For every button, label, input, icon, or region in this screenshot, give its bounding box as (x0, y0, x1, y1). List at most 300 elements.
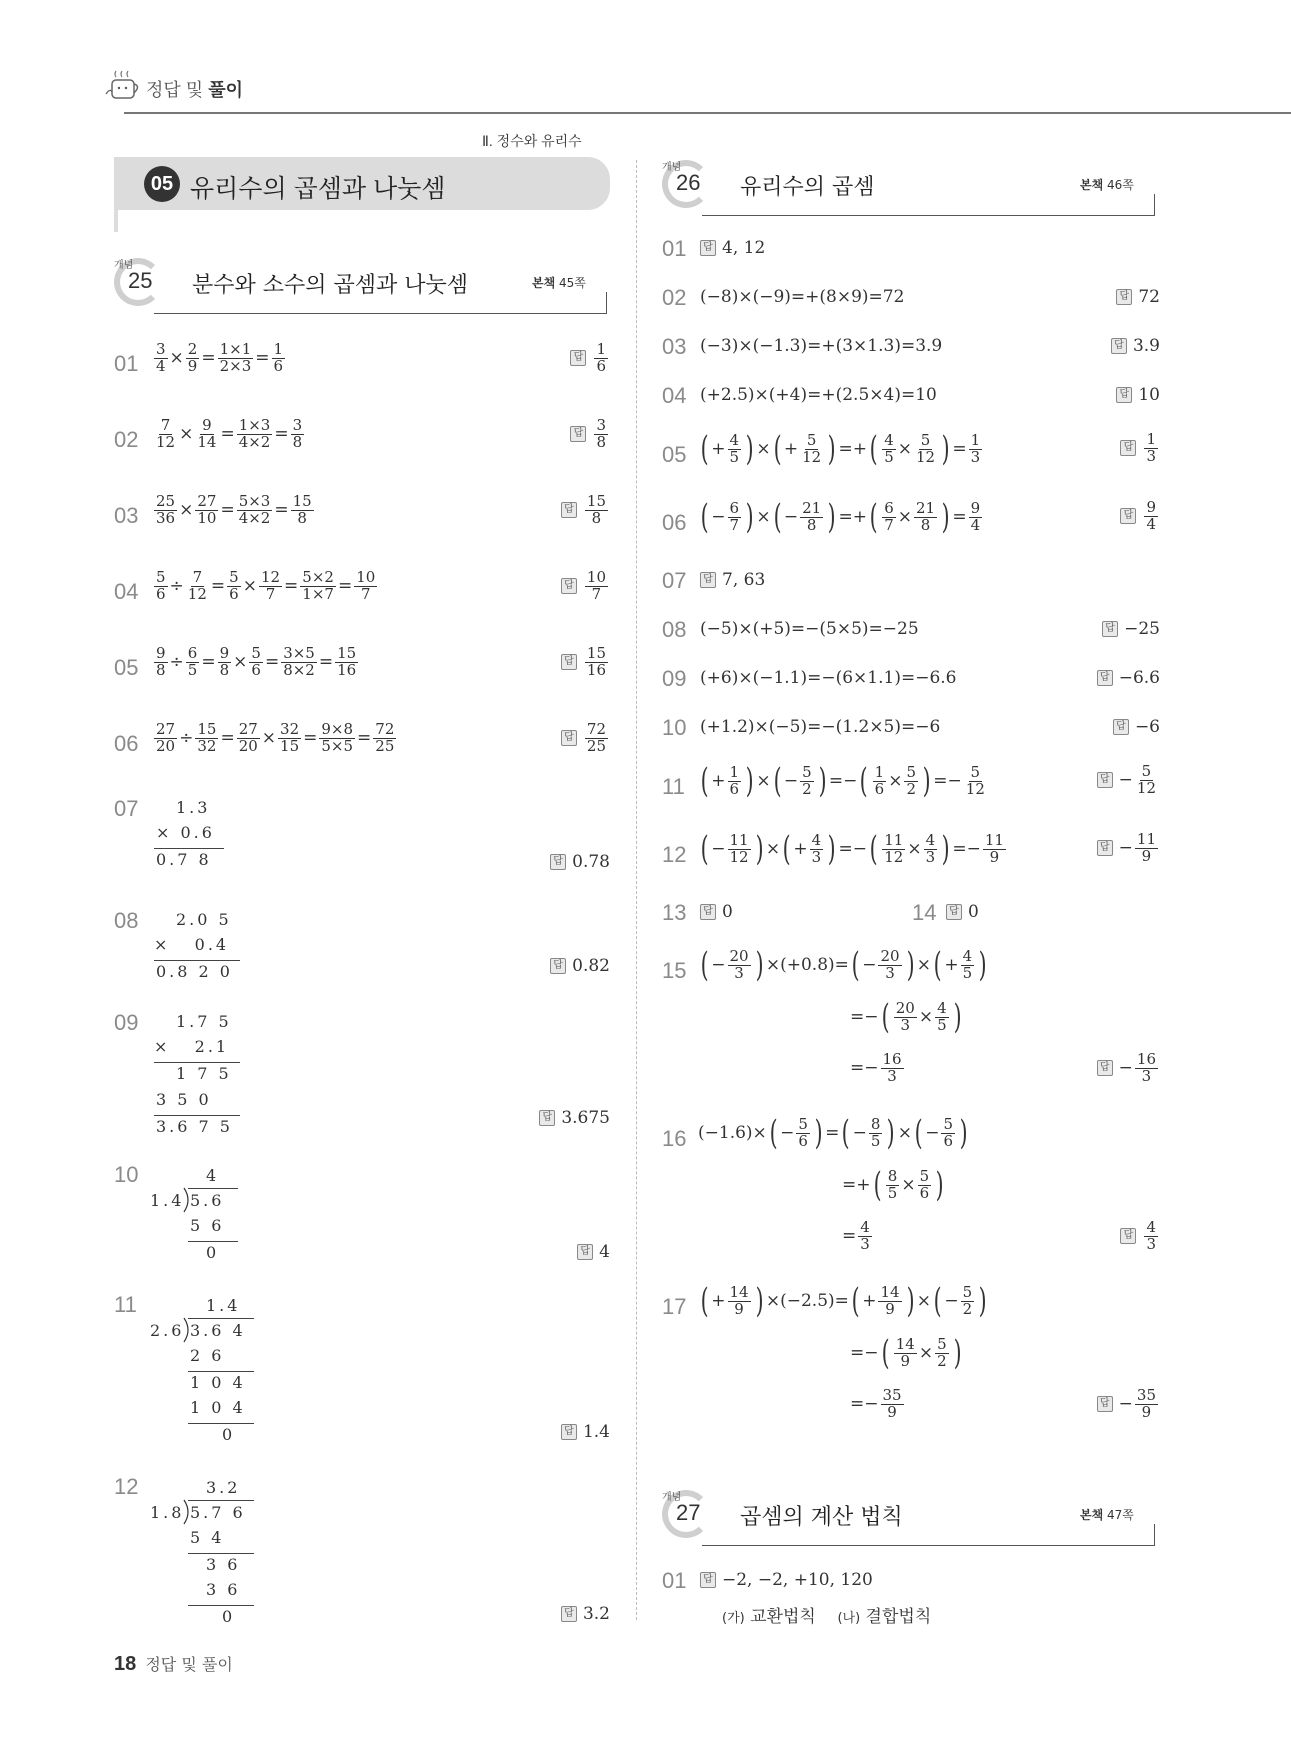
right-r08-ans: −25 (1124, 619, 1160, 639)
answer (561, 1604, 610, 1624)
problem-06: 06 $\frac{27}{20}$ ÷ $\frac{15}{32}$ = $\frac{27}{20}$ × $\frac{32}{15}$ = $\frac{9\times 8}{5\times 5}$ = $\frac{72}{25}$ 답 $\frac{72}{25}$ (114, 722, 610, 768)
concept-27-header (662, 1490, 1160, 1540)
left-p06-f-0: 9×8 (321, 720, 354, 738)
left-p09-r2: × 2.1 (154, 1037, 230, 1056)
right-r08-eq: (−5)×(+5)=−(5×5)=−25 (700, 619, 919, 639)
right-r11-ans-sign: − (1118, 770, 1133, 791)
left-p04-num: 04 (114, 579, 139, 604)
section-banner (114, 157, 610, 210)
problem-r04 (662, 383, 1160, 409)
right-r09-ans: −6.6 (1118, 668, 1160, 688)
problem-03: 03 $\frac{25}{36}$ × $\frac{27}{10}$ = $\frac{5\times 3}{4\times 2}$ = $\frac{15}{8}$ 답 $\frac{15}{8}$ (114, 494, 610, 540)
right-r05-c-1: 5 (884, 447, 894, 466)
answer (539, 1108, 610, 1128)
left-p05-b-1: 5 (187, 660, 198, 679)
answer-icon: 답 (700, 1572, 716, 1588)
left-p11-s2: 1 0 4 (190, 1373, 246, 1392)
right-r11-b-0: 5 (802, 762, 812, 781)
concept-number: 25 (128, 268, 153, 293)
right-r15-ans-1: 3 (1141, 1066, 1152, 1085)
right-r05-b-1: 12 (802, 447, 822, 466)
right-r16-l3-1: 3 (860, 1234, 870, 1253)
right-r12-ans-sign: − (1118, 838, 1133, 859)
left-p04-ans-0: 10 (586, 568, 606, 586)
left-p03-b-1: 10 (197, 508, 217, 527)
left-p04-f-0: 5×2 (302, 568, 334, 586)
left-p02-ans-1: 8 (596, 432, 606, 451)
left-p12-s3: 3 6 (206, 1580, 241, 1599)
right-r05-a-0: 4 (729, 430, 740, 449)
right-r11-s2: − (783, 771, 799, 791)
right-r03-eq: (−3)×(−1.3)=+(3×1.3)=3.9 (700, 336, 943, 356)
answer-icon: 답 (1120, 1228, 1136, 1244)
right-r16-pre: (−1.6)× (698, 1123, 767, 1143)
concept-title: 곱셈의 계산 법칙 (740, 1505, 903, 1530)
right-r06-num: 06 (662, 510, 687, 535)
right-r05-a-1: 5 (729, 447, 740, 466)
right-r17-a-1: 9 (734, 1299, 744, 1318)
left-p09-r4: 3 5 0 (156, 1090, 212, 1109)
answer (561, 570, 610, 603)
header-title-light: 정답 및 (146, 80, 204, 100)
answer-icon: 답 (570, 350, 586, 366)
problem-r11: 11 ( + $\frac{1}{6}$ ) × ( − $\frac{5}{2}$ ) =− ( $\frac{1}{6}$ × $\frac{5}{2}$ ) =− $\frac{5}{12}$ 답 − $\frac{5}{12}$ (662, 764, 1160, 812)
answer (561, 722, 610, 755)
left-p12-rem: 0 (222, 1607, 236, 1626)
answer-icon: 답 (561, 1606, 577, 1622)
right-r12-s2: + (793, 839, 808, 859)
right-r11-s1: + (711, 771, 726, 791)
left-p06-d-0: 72 (375, 720, 395, 738)
problem-04: 04 $\frac{5}{6}$ ÷ $\frac{7}{12}$ = $\frac{5}{6}$ × $\frac{12}{7}$ = $\frac{5\times 2}{1\times 7}$ = $\frac{10}{7}$ 답 $\frac{10}{7}$ (114, 570, 610, 616)
left-p11-s1: 2 6 (190, 1346, 225, 1365)
answer-icon: 답 (700, 904, 716, 920)
right-r06-ans-1: 4 (1146, 514, 1156, 533)
answer (550, 852, 610, 872)
left-p05-num: 05 (114, 655, 139, 680)
right-r11-c-1: 6 (874, 779, 885, 798)
left-p04-d-1: 7 (360, 584, 371, 603)
right-r15-a-0: 20 (729, 946, 749, 965)
answer-icon: 답 (561, 578, 577, 594)
problem-r16: 16 (−1.6)× ( − $\frac{5}{6}$ ) = ( − $\frac{8}{5}$ ) × ( − $\frac{5}{6}$ ) =+ ( $\frac{8}{5}$ × $\frac{5}{6}$ ) = $\frac{4}{3}$ 답 $\frac{4}{3}$ (662, 1116, 1160, 1266)
left-p04-b-0: 7 (192, 568, 203, 586)
footer-text: 정답 및 풀이 (145, 1655, 233, 1674)
right-r11-e-0: 5 (970, 762, 981, 781)
right-r09-num: 09 (662, 666, 687, 691)
answer-icon: 답 (946, 904, 962, 920)
right-r06-c-0: 6 (884, 498, 894, 517)
left-p06-e-0: 32 (280, 720, 300, 738)
problem-r14 (912, 900, 1132, 926)
problem-r10 (662, 715, 1160, 741)
left-p05-e-1: 6 (251, 660, 261, 679)
right-r05-num: 05 (662, 442, 687, 467)
right-r15-a-1: 3 (734, 963, 744, 982)
left-p06-ans-0: 72 (586, 720, 606, 738)
right-r17-l2a-1: 9 (900, 1351, 911, 1370)
left-p01-ans-0: 1 (596, 340, 606, 358)
left-p01-c-0: 1×1 (219, 340, 252, 358)
right-r15-c-0: 4 (962, 946, 973, 965)
right-r15-mid: ×(+0.8)= (765, 955, 849, 975)
answer: 답 − $\frac{16}{3}$ (1097, 1052, 1160, 1085)
answer-icon: 답 (561, 654, 577, 670)
answer-icon: 답 (1116, 289, 1132, 305)
right-r15-l3-1: 3 (887, 1066, 897, 1085)
concept27-tag: 개념 (662, 1492, 682, 1503)
left-p06-f-1: 5×5 (321, 736, 354, 755)
left-p10-s1: 5 6 (190, 1216, 225, 1235)
right-r16-l2a-0: 8 (887, 1166, 898, 1185)
right-r16-b-0: 8 (870, 1114, 881, 1133)
right-r05-ans-0: 1 (1146, 430, 1156, 448)
right-r11-ans-0: 5 (1141, 762, 1152, 780)
right-r06-d-1: 8 (920, 515, 931, 534)
problem-05: 05 $\frac{9}{8}$ ÷ $\frac{6}{5}$ = $\frac{9}{8}$ × $\frac{5}{6}$ = $\frac{3\times 5}{8\times 2}$ = $\frac{15}{16}$ 답 $\frac{15}{16}$ (114, 646, 610, 692)
right-r05-ans-1: 3 (1146, 446, 1156, 465)
right-r16-a-1: 6 (798, 1131, 808, 1150)
left-p02-d-1: 8 (292, 432, 303, 451)
right-r02-ans: 72 (1138, 287, 1160, 307)
right-r12-b-0: 4 (811, 830, 822, 849)
left-p02-c-0: 1×3 (238, 416, 271, 434)
answer (1113, 717, 1160, 737)
left-p12-s2: 3 6 (206, 1555, 241, 1574)
answer-icon: 답 (1113, 719, 1129, 735)
problem-r17: 17 ( + $\frac{14}{9}$ ) ×(−2.5)= ( + $\frac{14}{9}$ ) × ( − $\frac{5}{2}$ ) =− ( $\frac{14}{9}$ × $\frac{5}{2}$ ) =− $\frac{35}{9}$ 답 − $\frac{35}{9}$ (662, 1284, 1160, 1434)
right-r15-b-0: 20 (880, 946, 900, 965)
left-p07-r1: 1.3 (176, 798, 211, 817)
right-r15-l2a-1: 3 (900, 1015, 911, 1034)
answer: 답 − $\frac{35}{9}$ (1097, 1388, 1160, 1421)
right-r12-mid: =− (838, 839, 867, 859)
left-p02-b-1: 14 (197, 432, 217, 451)
right-r06-d-0: 21 (916, 498, 936, 517)
right-r16-c-0: 5 (943, 1114, 954, 1133)
problem-10 (114, 1162, 610, 1272)
right-r06-ans-0: 9 (1146, 498, 1156, 516)
left-p05-f-1: 8×2 (283, 660, 315, 679)
answer (946, 902, 979, 922)
left-p01-ans-1: 6 (596, 356, 606, 375)
right-r11-c-0: 1 (874, 762, 885, 781)
problem-02: 02 $\frac{7}{12}$ × $\frac{9}{14}$ = $\frac{1\times 3}{4\times 2}$ = $\frac{3}{8}$ 답 $\frac{3}{8}$ (114, 418, 610, 464)
answer-icon: 답 (1097, 840, 1113, 856)
right-r16-ans-0: 4 (1146, 1218, 1156, 1236)
answer (700, 1570, 873, 1590)
right-r03-ans: 3.9 (1132, 336, 1160, 356)
right-r11-mid: =− (828, 771, 858, 791)
left-p01-num: 01 (114, 351, 139, 376)
right-c27-01-ans: −2, −2, +10, 120 (722, 1570, 873, 1590)
left-p07-num: 07 (114, 796, 139, 821)
left-p09-r1: 1.7 5 (176, 1012, 232, 1031)
left-p10-num: 10 (114, 1162, 139, 1187)
left-p12-q: 3.2 (206, 1478, 241, 1497)
problem-r01 (662, 236, 1160, 262)
left-p11-rem: 0 (222, 1425, 236, 1444)
section-number-badge (144, 166, 180, 202)
left-p11-s3: 1 0 4 (190, 1398, 246, 1417)
left-p03-d-1: 8 (297, 508, 307, 527)
right-r16-num: 16 (662, 1126, 687, 1151)
left-p04-c-0: 5 (229, 568, 239, 586)
answer-icon: 답 (1111, 338, 1127, 354)
right-r15-num: 15 (662, 958, 687, 983)
right-r16-l2a-1: 5 (887, 1183, 898, 1202)
right-r11-d-0: 5 (906, 762, 917, 781)
right-c27-01-law-b-mark: (나) (837, 1611, 861, 1626)
answer (577, 1242, 610, 1262)
left-p06-c-1: 20 (238, 736, 258, 755)
concept27-ref-bold: 본책 (1080, 1508, 1104, 1522)
answer-icon: 답 (539, 1110, 555, 1126)
left-p08-r3: 0.8 2 0 (156, 962, 233, 981)
right-r13-num: 13 (662, 900, 687, 925)
left-p03-a-1: 36 (156, 508, 176, 527)
right-r17-a-0: 14 (729, 1282, 749, 1301)
answer-icon: 답 (700, 240, 716, 256)
right-r06-a-0: 6 (729, 498, 740, 517)
right-r05-mid: =+ (838, 439, 867, 459)
answer-icon: 답 (1097, 772, 1113, 788)
left-p03-c-0: 5×3 (238, 492, 271, 510)
right-r06-c-1: 7 (884, 515, 894, 534)
left-p04-ans-1: 7 (591, 584, 602, 603)
left-p12-num: 12 (114, 1474, 139, 1499)
right-r12-c-1: 12 (884, 847, 904, 866)
right-r06-s1: − (711, 507, 726, 527)
concept-25-header (114, 258, 612, 308)
left-p02-d-0: 3 (292, 416, 303, 434)
left-p12-s1: 5 4 (190, 1528, 225, 1547)
left-p12-divisor: 1.8 (150, 1503, 185, 1522)
concept25-ref-bold: 본책 (532, 276, 556, 290)
problem-r06: 06 ( − $\frac{6}{7}$ ) × ( − $\frac{21}{8}$ ) =+ ( $\frac{6}{7}$ × $\frac{21}{8}$ ) = $\frac{9}{4}$ 답 $\frac{9}{4}$ (662, 500, 1160, 548)
left-p09-r5: 3.6 7 5 (156, 1117, 233, 1136)
right-r13-ans: 0 (722, 902, 733, 922)
right-r12-num: 12 (662, 842, 687, 867)
right-r16-l3-0: 4 (860, 1218, 870, 1236)
left-p01-b-0: 2 (187, 340, 198, 358)
left-p03-b-0: 27 (197, 492, 217, 510)
right-r12-s1: − (711, 839, 726, 859)
answer (700, 902, 733, 922)
answer-icon: 답 (1097, 670, 1113, 686)
right-r14-ans: 0 (968, 902, 979, 922)
answer (561, 646, 610, 679)
left-p03-ans-0: 15 (586, 492, 606, 510)
right-r10-ans: −6 (1134, 717, 1160, 737)
left-p01-c-1: 2×3 (219, 356, 252, 375)
left-p09-ans: 3.675 (561, 1108, 610, 1128)
answer (1097, 764, 1160, 797)
answer (1120, 432, 1160, 465)
right-r10-eq: (+1.2)×(−5)=−(1.2×5)=−6 (700, 717, 941, 737)
answer (1097, 668, 1160, 688)
right-r07-ans: 7, 63 (722, 570, 766, 590)
right-r11-e-1: 12 (965, 779, 985, 798)
answer-icon: 답 (577, 1244, 593, 1260)
right-r15-c-1: 5 (962, 963, 973, 982)
right-r17-mid: ×(−2.5)= (765, 1291, 849, 1311)
answer (550, 956, 610, 976)
answer-icon: 답 (1097, 1396, 1113, 1412)
left-p09-num: 09 (114, 1010, 139, 1035)
concept-number: 26 (676, 170, 701, 195)
answer (561, 494, 610, 527)
answer-icon: 답 (1116, 387, 1132, 403)
right-r06-s2: − (783, 507, 799, 527)
right-r17-ans-0: 35 (1136, 1386, 1156, 1404)
answer-icon: 답 (561, 502, 577, 518)
right-r06-mid: =+ (838, 507, 867, 527)
problem-r12: 12 ( − $\frac{11}{12}$ ) × ( + $\frac{4}{3}$ ) =− ( $\frac{11}{12}$ × $\frac{4}{3}$ ) =− $\frac{11}{9}$ 답 − $\frac{11}{9}$ (662, 832, 1160, 880)
left-p10-rem: 0 (206, 1243, 220, 1262)
problem-r13 (662, 900, 882, 926)
left-p01-d-0: 1 (273, 340, 284, 358)
problem-r08 (662, 617, 1160, 643)
right-r08-num: 08 (662, 617, 687, 642)
right-r15-ans-0: 16 (1136, 1050, 1156, 1068)
left-p05-ans-1: 16 (586, 660, 606, 679)
right-r09-eq: (+6)×(−1.1)=−(6×1.1)=−6.6 (700, 668, 957, 688)
section-number: 05 (150, 173, 174, 195)
right-r12-e-1: 9 (989, 847, 1000, 866)
left-p09-r3: 1 7 5 (176, 1064, 232, 1083)
left-p06-a-0: 27 (156, 720, 176, 738)
left-p01-d-1: 6 (273, 356, 284, 375)
right-c27-01-law-a-mark: (가) (722, 1611, 745, 1626)
left-p05-f-0: 3×5 (283, 644, 315, 662)
right-r12-tail: =− (952, 839, 981, 859)
right-c27-01-law-b: 결합법칙 (865, 1607, 932, 1627)
left-p03-num: 03 (114, 503, 139, 528)
left-p07-r2: × 0.6 (156, 823, 215, 842)
right-r16-l2b-1: 6 (919, 1183, 930, 1202)
problem-r07 (662, 568, 1160, 594)
right-r17-ans-1: 9 (1141, 1402, 1152, 1421)
left-p05-a-0: 9 (156, 644, 166, 662)
right-r11-num: 11 (662, 774, 685, 799)
right-r12-d-0: 4 (925, 830, 936, 849)
left-p06-d-1: 25 (375, 736, 395, 755)
answer-icon: 답 (1120, 508, 1136, 524)
left-p10-ans: 4 (599, 1242, 610, 1262)
left-p06-b-1: 32 (197, 736, 217, 755)
right-r15-l3-0: 16 (882, 1050, 902, 1068)
right-r15-l2a-0: 20 (895, 998, 915, 1017)
left-p05-c-1: 8 (219, 660, 230, 679)
left-p04-f-1: 1×7 (302, 584, 334, 603)
right-r11-a-1: 6 (729, 779, 740, 798)
left-p03-c-1: 4×2 (238, 508, 271, 527)
right-r17-l2a-0: 14 (895, 1334, 915, 1353)
answer (1120, 1220, 1160, 1253)
right-c27-01-law-a: 교환법칙 (750, 1607, 816, 1627)
left-p10-dividend: 5.6 (190, 1191, 225, 1210)
right-r17-l3-1: 9 (887, 1402, 897, 1421)
left-p02-a-1: 12 (156, 432, 176, 451)
answer (561, 1422, 610, 1442)
answer (700, 570, 765, 590)
right-r06-a-1: 7 (729, 515, 740, 534)
concept-title: 분수와 소수의 곱셈과 나눗셈 (192, 273, 469, 298)
left-p08-r2: × 0.4 (154, 935, 230, 954)
left-p01-b-1: 9 (187, 356, 198, 375)
right-r12-a-1: 12 (729, 847, 749, 866)
right-r12-e-0: 11 (984, 830, 1004, 849)
right-r17-b-0: 14 (880, 1282, 900, 1301)
right-r05-e-1: 3 (970, 447, 981, 466)
answer-icon: 답 (1102, 621, 1118, 637)
concept-number: 27 (676, 1500, 701, 1525)
left-p04-a-0: 5 (156, 568, 166, 586)
concept26-ref-page: 46쪽 (1107, 178, 1134, 192)
answer (1111, 336, 1160, 356)
right-r06-e-1: 4 (970, 515, 981, 534)
left-p11-dividend: 3.6 4 (190, 1321, 246, 1340)
answer-icon: 답 (561, 1424, 577, 1440)
concept26-ref-bold: 본책 (1080, 178, 1104, 192)
answer-icon: 답 (1120, 440, 1136, 456)
left-p06-b-0: 15 (197, 720, 217, 738)
left-p03-ans-1: 8 (591, 508, 602, 527)
header-title-bold: 풀이 (208, 80, 243, 100)
left-p01-a-0: 3 (156, 340, 166, 358)
right-r06-e-0: 9 (970, 498, 981, 517)
right-r12-ans-0: 11 (1136, 830, 1156, 848)
left-p04-e-0: 12 (260, 568, 281, 586)
answer-icon: 답 (700, 572, 716, 588)
left-p11-divisor: 2.6 (150, 1321, 185, 1340)
right-r11-b-1: 2 (802, 779, 812, 798)
problem-09 (114, 1010, 610, 1140)
right-r05-d-0: 5 (920, 430, 931, 449)
answer-icon: 답 (550, 854, 566, 870)
concept25-tag: 개념 (114, 260, 134, 271)
answer-icon: 답 (561, 730, 577, 746)
left-p07-r3: 0.7 8 (156, 850, 212, 869)
answer (1097, 832, 1160, 865)
section-title: 유리수의 곱셈과 나눗셈 (190, 175, 446, 203)
right-r15-l2b-0: 4 (937, 998, 947, 1017)
right-r03-num: 03 (662, 334, 687, 359)
right-r06-b-0: 21 (802, 498, 822, 517)
left-p05-ans-0: 15 (586, 644, 606, 662)
left-p10-q: 4 (206, 1166, 220, 1185)
left-p06-a-1: 20 (156, 736, 176, 755)
right-r15-l2b-1: 5 (937, 1015, 947, 1034)
left-p02-num: 02 (114, 427, 139, 452)
right-r16-a-0: 5 (798, 1114, 808, 1133)
left-p05-b-0: 6 (187, 644, 198, 662)
left-p03-a-0: 25 (156, 492, 176, 510)
answer (1116, 385, 1160, 405)
right-r17-l2b-0: 5 (937, 1334, 947, 1353)
header (104, 68, 1291, 114)
answer-icon: 답 (1097, 1060, 1113, 1076)
left-p04-a-1: 6 (156, 584, 166, 603)
left-p08-r1: 2.0 5 (176, 910, 232, 929)
right-r05-b-0: 5 (806, 430, 817, 449)
answer (700, 238, 765, 258)
answer (1120, 500, 1160, 533)
answer (570, 342, 610, 375)
left-p01-a-1: 4 (156, 356, 166, 375)
problem-r03 (662, 334, 1160, 360)
